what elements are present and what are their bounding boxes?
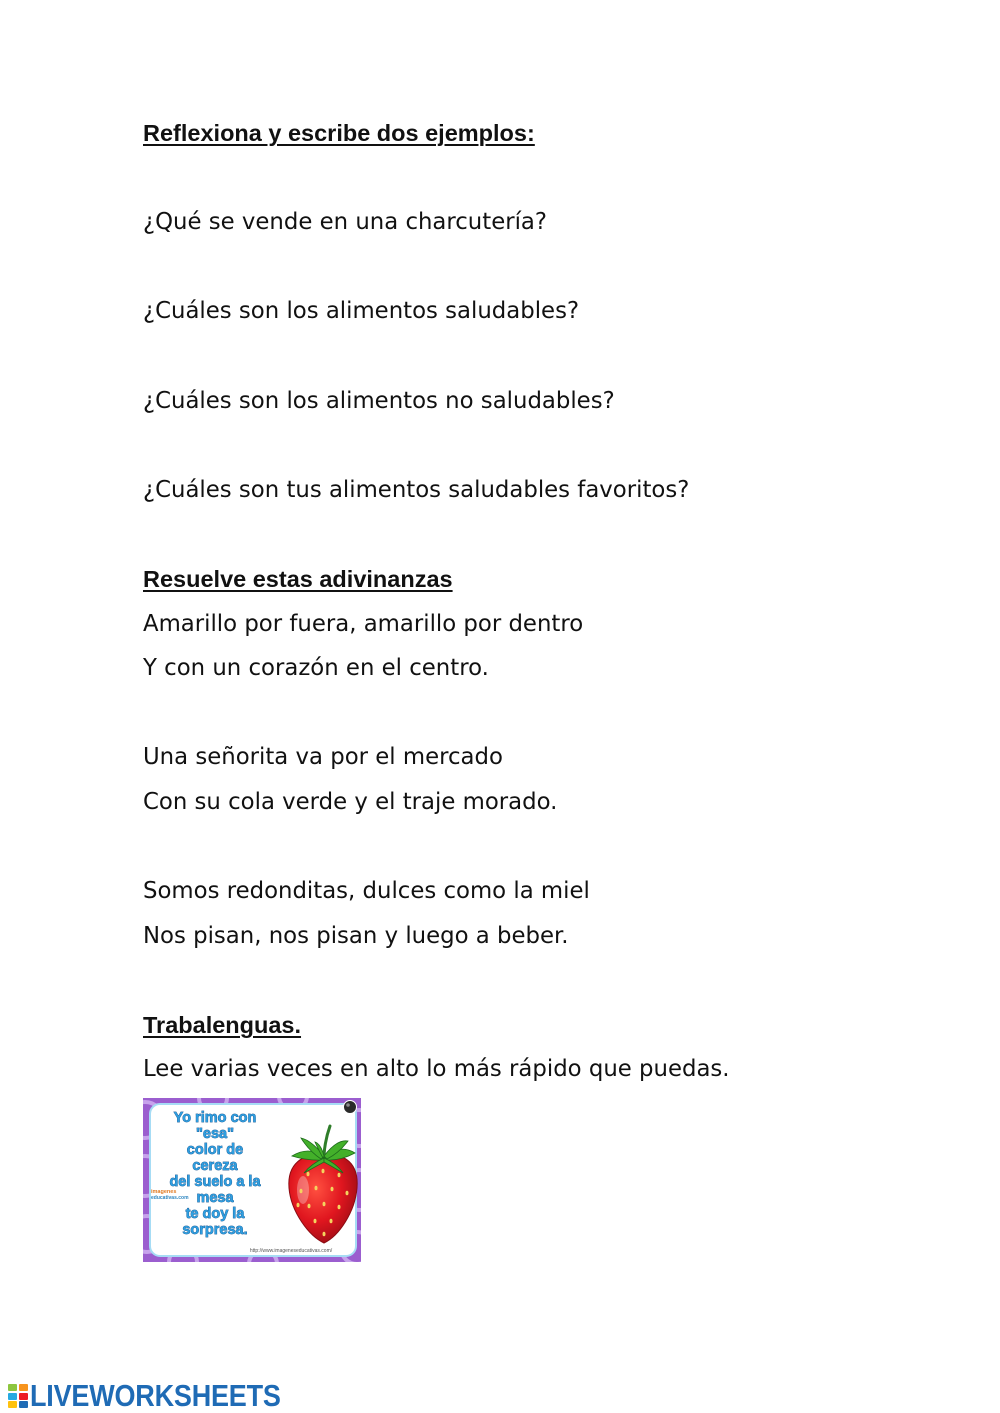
riddle-line: Y con un corazón en el centro.	[143, 655, 489, 682]
brand-name: LIVEWORKSHEETS	[30, 1379, 281, 1413]
trabalenguas-card-image	[143, 1098, 361, 1262]
card-url: http://www.imageneseducativas.com/	[249, 1248, 333, 1254]
riddle-line: Somos redonditas, dulces como la miel	[143, 878, 590, 905]
card-verse-line: del suelo a la	[169, 1174, 261, 1190]
card-verse-line: color de	[186, 1142, 244, 1158]
corner-dot-highlight	[346, 1103, 350, 1107]
card-verse-line: mesa	[196, 1190, 234, 1206]
spacer	[143, 691, 963, 736]
liveworksheets-logo-icon	[8, 1384, 28, 1408]
question: ¿Cuáles son los alimentos no saludables?	[143, 387, 615, 414]
section-heading: Trabalenguas.	[143, 1011, 302, 1038]
card-verse-line: cereza	[192, 1158, 238, 1174]
riddle-line: Con su cola verde y el traje morado.	[143, 788, 558, 815]
section-heading: Reflexiona y escribe dos ejemplos:	[143, 120, 535, 146]
card-logo-text: educativas.com	[151, 1195, 189, 1201]
spacer	[143, 156, 963, 201]
riddle-line: Amarillo por fuera, amarillo por dentro	[143, 610, 584, 637]
card-verse-line: "esa"	[196, 1126, 234, 1142]
liveworksheets-logo[interactable]	[8, 1379, 281, 1413]
spacer	[143, 512, 963, 557]
section-reflexiona-heading-row	[143, 111, 963, 156]
worksheet-content	[143, 111, 963, 1092]
card-logo-text: imagenes	[151, 1189, 177, 1195]
spacer	[143, 423, 963, 468]
card-verse-line: te doy la	[185, 1206, 245, 1222]
spacer	[143, 958, 963, 1003]
riddle-line: Una señorita va por el mercado	[143, 744, 503, 771]
card-verse-line: Yo rimo con	[173, 1110, 257, 1126]
card-verse-line: sorpresa.	[182, 1222, 248, 1238]
spacer	[143, 334, 963, 379]
trabalenguas-instruction: Lee varias veces en alto lo más rápido que puedas.	[143, 1056, 730, 1083]
question: ¿Qué se vende en una charcutería?	[143, 209, 547, 236]
section-heading: Resuelve estas adivinanzas	[143, 565, 453, 592]
section-trabalenguas-heading-row	[143, 1003, 963, 1048]
riddle-line: Nos pisan, nos pisan y luego a beber.	[143, 922, 569, 949]
section-adivinanzas-heading-row	[143, 557, 963, 602]
corner-dot-icon	[344, 1101, 357, 1114]
spacer	[143, 245, 963, 290]
question: ¿Cuáles son los alimentos saludables?	[143, 298, 580, 325]
question: ¿Cuáles son tus alimentos saludables favoritos?	[143, 476, 690, 503]
spacer	[143, 825, 963, 870]
